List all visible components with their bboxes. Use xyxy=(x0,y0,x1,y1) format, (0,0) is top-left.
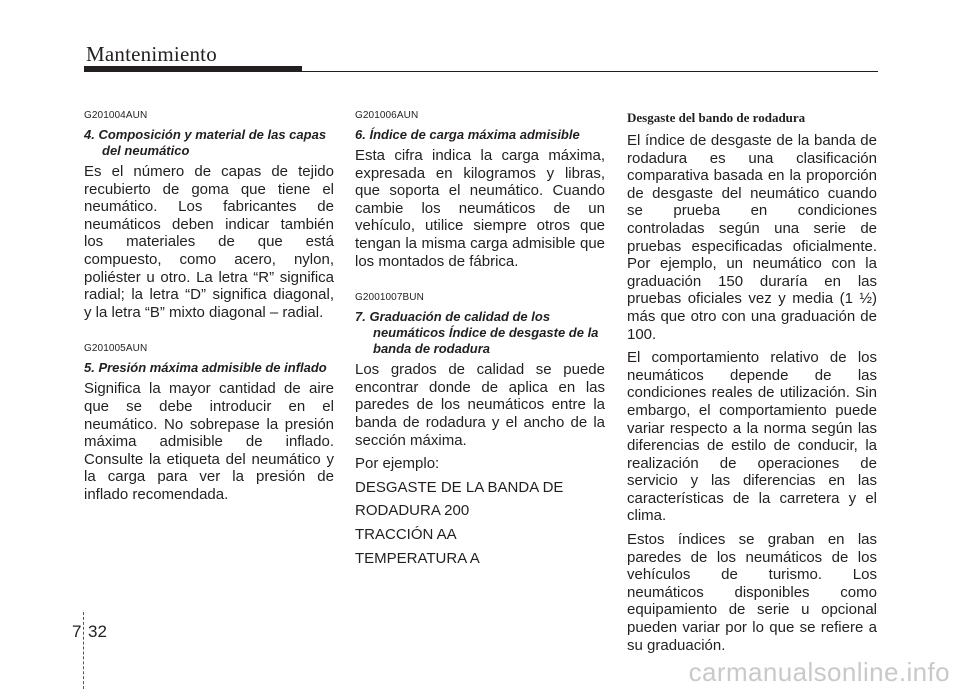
body-paragraph: Es el número de capas de tejido recubierto de goma que tiene el neumático. Los fabricantes de neumáticos deben indicar también los materiales de que está compuesto, como acero, nylon, poliéster u otro. La letra “R” significa radial; la letra “D” significa diagonal, y la letra “B” mixto diagonal – radial. xyxy=(84,163,334,321)
example-intro: Por ejemplo: xyxy=(355,455,440,473)
subheading: 5. Presión máxima admisible de inflado xyxy=(84,360,327,376)
column-1 xyxy=(84,110,334,504)
body-paragraph: Esta cifra indica la carga máxima, expresada en kilogramos y libras, que soporta el neumático. Cuando cambie los neumáticos de un vehículo, utilice siempre otros que tengan la misma carga admisible que los montados de fábrica. xyxy=(355,147,605,270)
header-thin-rule xyxy=(302,71,878,72)
example-line: DESGASTE DE LA BANDA DE xyxy=(355,478,564,496)
watermark: carmanualsonline.info xyxy=(688,657,950,687)
page-number: 32 xyxy=(88,622,107,641)
body-paragraph: Estos índices se graban en las paredes de los neumáticos de los vehículos de turismo. Los neumáticos disponibles como equipamiento de serie u opcional pueden variar por lo que se refiere a su graduación. xyxy=(627,531,877,654)
example-line: TEMPERATURA A xyxy=(355,549,480,567)
subsection-title: Desgaste del bando de rodadura xyxy=(627,110,806,125)
section-title: Mantenimiento xyxy=(86,42,217,66)
header-thick-rule xyxy=(84,66,302,72)
column-2 xyxy=(355,110,605,567)
ref-code: G201004AUN xyxy=(84,110,148,121)
body-paragraph: El índice de desgaste de la banda de rodadura es una clasificación comparativa basada en la proporción de desgaste del neumático cuando se prueba en condiciones controladas según una serie de pruebas especificadas oficialmente. Por ejemplo, un neumático con la graduación 150 duraría en las pruebas oficiales vez y media (1 ½) más que otro con una graduación de 100. xyxy=(627,132,877,343)
ref-code: G201006AUN xyxy=(355,110,419,121)
subheading: 6. Índice de carga máxima admisible xyxy=(355,127,580,142)
example-line: RODADURA 200 xyxy=(355,502,470,520)
body-paragraph: Significa la mayor cantidad de aire que se debe introducir en el neumático. No sobrepase la presión máxima admisible de inflado. Consulte la etiqueta del neumático y la carga para ver la presión de inflado recomendada. xyxy=(84,380,334,503)
body-paragraph: Los grados de calidad se puede encontrar donde de aplica en las paredes de los neumáticos entre la banda de rodadura y el ancho de la sección máxima. xyxy=(355,361,605,449)
page-number-divider xyxy=(83,612,84,689)
ref-code: G2001007BUN xyxy=(355,292,424,304)
subheading: 7. Graduación de calidad de los neumáticos Índice de desgaste de la banda de rodadura xyxy=(355,309,599,357)
ref-code: G201005AUN xyxy=(84,343,148,355)
chapter-number: 7 xyxy=(72,622,82,641)
example-line: TRACCIÓN AA xyxy=(355,525,457,543)
subheading: 4. Composición y material de las capas del neumático xyxy=(84,127,327,158)
column-3 xyxy=(627,110,877,654)
body-paragraph: El comportamiento relativo de los neumáticos depende de las condiciones reales de utilización. Sin embargo, el comportamiento puede variar respecto a la norma según las diferencias de estilo de conducir, la realización de operaciones de servicio y las diferencias en las características de la carretera y el clima. xyxy=(627,349,877,525)
